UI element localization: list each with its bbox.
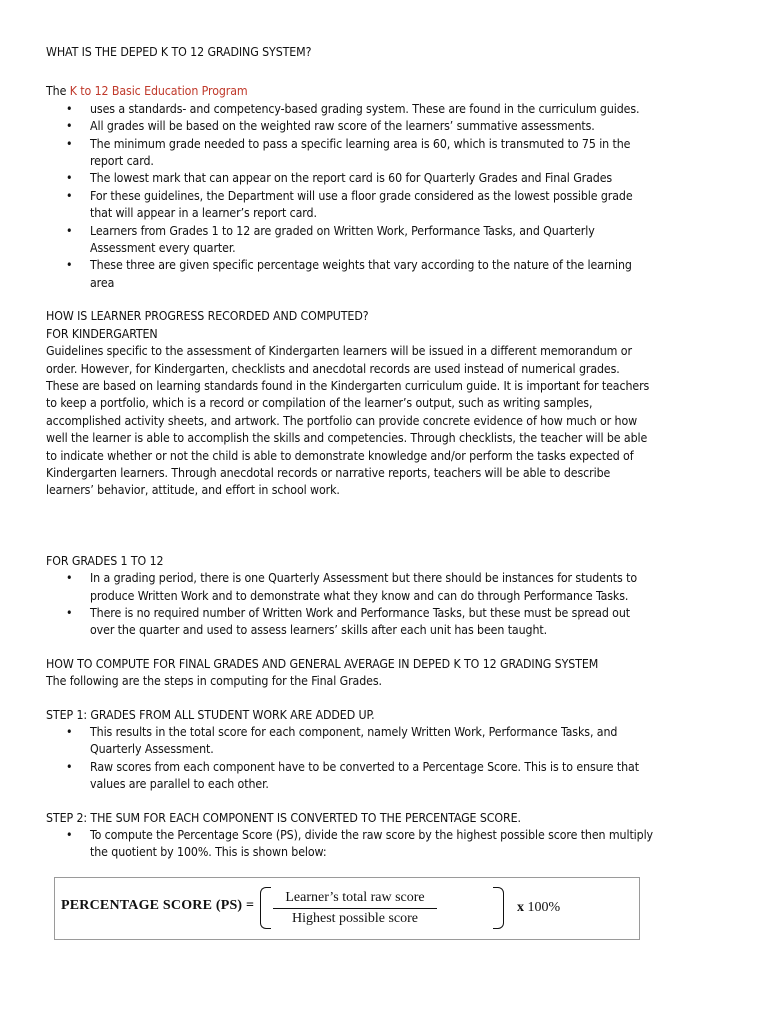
subheading-grades-1-12: FOR GRADES 1 TO 12 <box>46 553 164 568</box>
list-item: • uses a standards- and competency-based grading system. These are found in the curriculum guides. <box>66 101 640 116</box>
fraction-bar <box>273 908 437 909</box>
list-item: • Learners from Grades 1 to 12 are graded on Written Work, Performance Tasks, and Quarterly Assessment every quarter. <box>66 223 595 256</box>
percentage-score-formula <box>54 877 640 940</box>
list-item: • For these guidelines, the Department will use a floor grade considered as the lowest possible grade that will appear in a learner’s report card. <box>66 188 633 221</box>
section-heading-compute: HOW TO COMPUTE FOR FINAL GRADES AND GENERAL AVERAGE IN DEPED K TO 12 GRADING SYSTEM <box>46 656 599 671</box>
list-item: • There is no required number of Written Work and Performance Tasks, but these must be spread out over the quarter and used to assess learners’ skills after each unit has been taught. <box>66 605 630 638</box>
step-1-bullets <box>46 724 726 794</box>
list-item: • The lowest mark that can appear on the report card is 60 for Quarterly Grades and Final Grades <box>66 171 613 186</box>
list-item: • To compute the Percentage Score (PS), divide the raw score by the highest possible score then multiply the quotient by 100%. This is shown below: <box>66 828 653 860</box>
formula-numerator: Learner’s total raw score <box>285 890 425 905</box>
step-1-heading: STEP 1: GRADES FROM ALL STUDENT WORK ARE ADDED UP. <box>46 707 375 722</box>
list-item: • All grades will be based on the weighted raw score of the learners’ summative assessments. <box>66 119 595 134</box>
subheading-kindergarten: FOR KINDERGARTEN <box>46 326 158 341</box>
list-item: • These three are given specific percentage weights that vary according to the nature of the learning area <box>66 258 632 290</box>
document-page <box>46 44 726 862</box>
formula-denominator: Highest possible score <box>292 911 418 926</box>
right-bracket <box>493 887 504 929</box>
section-heading-grading-system: WHAT IS THE DEPED K TO 12 GRADING SYSTEM? <box>46 45 312 59</box>
section-heading-progress: HOW IS LEARNER PROGRESS RECORDED AND COMPUTED? <box>46 309 369 324</box>
grades-1-12-bullets <box>46 570 726 640</box>
times-symbol: x <box>517 900 524 915</box>
list-item: • Raw scores from each component have to be converted to a Percentage Score. This is to ensure that values are parallel to each other. <box>66 759 639 792</box>
times-value: 100% <box>527 900 561 915</box>
list-item: • In a grading period, there is one Quarterly Assessment but there should be instances for students to produce Written Work and to demonstrate what they know and can do through Performance Tasks. <box>66 571 637 603</box>
kindergarten-paragraph: Guidelines specific to the assessment of Kindergarten learners will be issued in a different memorandum or order. However, for Kindergarten, checklists and anecdotal records are used instead of numerical grades. These are based on learning standards found in the Kindergarten curriculum guide. It is important for teachers to keep a portfolio, which is a record or compilation of the learner’s output, such as writing samples, accomplished activity sheets, and artwork. The portfolio can provide concrete evidence of how much or how well the learner is able to accomplish the skills and competencies. Through checklists, the teacher will be able to indicate whether or not the child is able to demonstrate knowledge and/or perform the tasks expected of Kindergarten learners. Through anecdotal records or narrative reports, teachers will be able to describe learners’ behavior, attitude, and effort in school work. <box>46 344 650 498</box>
step-2-bullets <box>46 827 726 862</box>
intro-prefix: The <box>46 84 70 99</box>
grading-system-bullets <box>46 101 726 292</box>
left-bracket <box>260 887 271 929</box>
formula-label: PERCENTAGE SCORE (PS) = <box>61 898 255 913</box>
intro-line <box>46 83 726 100</box>
compute-intro: The following are the steps in computing for the Final Grades. <box>46 674 382 689</box>
formula-multiplier <box>517 900 560 916</box>
list-item: • This results in the total score for each component, namely Written Work, Performance Tasks, and Quarterly Assessment. <box>66 725 618 757</box>
step-2-heading: STEP 2: THE SUM FOR EACH COMPONENT IS CONVERTED TO THE PERCENTAGE SCORE. <box>46 810 521 825</box>
list-item: • The minimum grade needed to pass a specific learning area is 60, which is transmuted to 75 in the report card. <box>66 136 631 169</box>
k12-program-link[interactable]: K to 12 Basic Education Program <box>69 84 248 99</box>
